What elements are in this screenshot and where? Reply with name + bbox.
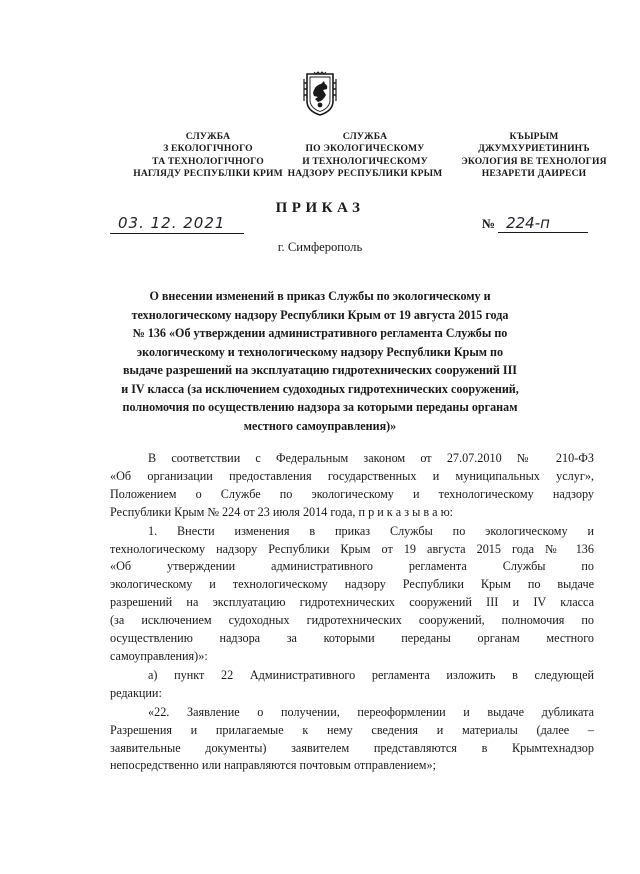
- org-name-crimean-tatar: КЪЫРЫМ ДЖУМХУРИЕТИНИНЪ ЭКОЛОГИЯ ВЕ ТЕХНОЛОГИЯ НЕЗАРЕТИ ДАИРЕСИ: [461, 131, 607, 180]
- org-name-russian: СЛУЖБА ПО ЭКОЛОГИЧЕСКОМУ И ТЕХНОЛОГИЧЕСКОМУ НАДЗОРУ РЕСПУБЛИКИ КРЫМ: [287, 131, 443, 180]
- document-title: О внесении изменений в приказ Службы по экологическому и технологическому надзору Республики Крым от 19 августа 2015 года № 136 «Об утверждении административного регламента Службы по экологическому и технологическому надзору Республики Крым по выдаче разрешений на эксплуатацию гидротехнических сооружений III и IV класса (за исключением судоходных гидротехнических сооружений, полномочия по осуществлению надзора за которыми переданы органам местного самоуправления)»: [121, 289, 519, 433]
- handwritten-date: 03. 12. 2021: [110, 214, 244, 234]
- document-body: [110, 450, 594, 775]
- document-type-heading: ПРИКАЗ: [275, 200, 365, 216]
- org-name-ukrainian: СЛУЖБА З ЕКОЛОГІЧНОГО ТА ТЕХНОЛОГІЧНОГО НАГЛЯДУ РЕСПУБЛІКИ КРИМ: [133, 131, 283, 180]
- crimea-coat-of-arms-icon: [303, 71, 337, 117]
- handwritten-number: 224-п: [498, 214, 588, 233]
- paragraph-item-a: а) пункт 22 Административного регламента изложить в следующей редакции:: [110, 667, 594, 700]
- city-line: г. Симферополь: [277, 240, 363, 254]
- paragraph-preamble: В соответствии с Федеральным законом от 27.07.2010 № 210-ФЗ «Об организации предоставления государственных и муниципальных услуг», Положением о Службе по экологическому и технологическому надзору Республики Крым № 224 от 23 июля 2014 года, п р и к а з ы в а ю:: [110, 451, 594, 519]
- paragraph-clause-22: «22. Заявление о получении, переоформлении и выдаче дубликата Разрешения и прилагаемые к нему сведения и материалы (далее – заявительные документы) заявителем представляются в Крымтехнадзор непосредственно или направляются почтовым отправлением»;: [110, 704, 594, 773]
- paragraph-item-1: 1. Внести изменения в приказ Службы по экологическому и технологическому надзору Республики Крым от 19 августа 2015 года № 136 «Об утверждении административного регламента Службы по экологическому и технологическому надзору Республики Крым по выдаче разрешений на эксплуатацию гидротехнических сооружений III и IV класса (за исключением судоходных гидротехнических сооружений, полномочия по осуществлению надзора за которыми переданы органам местного самоуправления)»:: [110, 523, 594, 663]
- number-sign: №: [482, 216, 496, 231]
- document-number: [482, 214, 592, 233]
